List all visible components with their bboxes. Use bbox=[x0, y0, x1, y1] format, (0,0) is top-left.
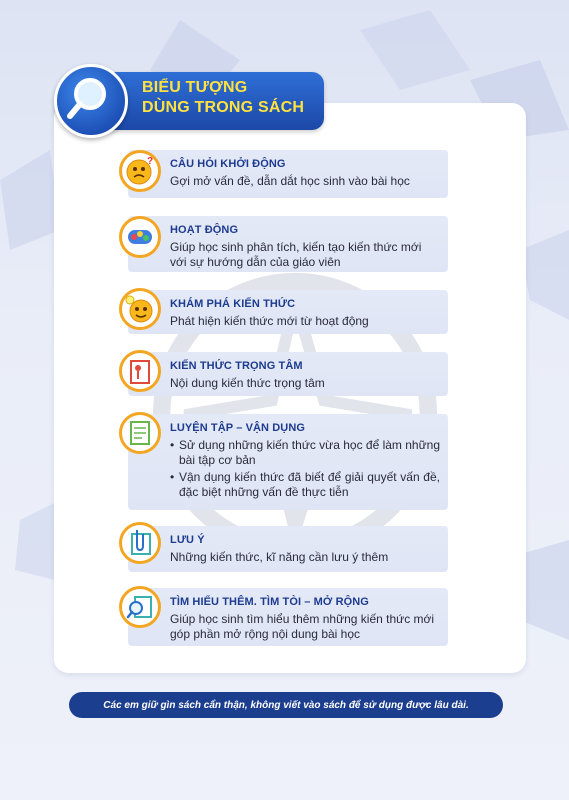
smiley-idea-icon bbox=[119, 288, 161, 330]
item-text: Gợi mở vấn đề, dẫn dắt học sinh vào bài học bbox=[170, 174, 410, 188]
item-text bbox=[170, 438, 440, 502]
page-title bbox=[142, 78, 322, 118]
footer-note: Các em giữ gìn sách cẩn thận, không viết vào sách để sử dụng được lâu dài. bbox=[69, 692, 503, 718]
title-line-2: DÙNG TRONG SÁCH bbox=[142, 99, 305, 116]
magnifier-icon bbox=[54, 64, 128, 138]
item-title: KHÁM PHÁ KIẾN THỨC bbox=[170, 298, 296, 310]
list-item bbox=[128, 216, 448, 272]
list-item bbox=[128, 352, 448, 396]
list-item bbox=[128, 526, 448, 572]
title-line-1: BIỂU TƯỢNG bbox=[142, 79, 248, 96]
book-magnifier-icon bbox=[119, 586, 161, 628]
practice-note-icon bbox=[119, 412, 161, 454]
item-title: HOẠT ĐỘNG bbox=[170, 224, 239, 236]
list-item bbox=[128, 414, 448, 510]
item-title: KIẾN THỨC TRỌNG TÂM bbox=[170, 360, 303, 372]
item-text: Giúp học sinh tìm hiểu thêm những kiến thức mới góp phần mở rộng nội dung bài học bbox=[170, 612, 435, 641]
item-title: TÌM HIỂU THÊM. TÌM TÒI – MỞ RỘNG bbox=[170, 596, 369, 608]
item-title: LƯU Ý bbox=[170, 534, 205, 546]
list-item bbox=[128, 150, 448, 198]
smiley-question-icon bbox=[119, 150, 161, 192]
paperclip-note-icon bbox=[119, 522, 161, 564]
item-text: Nội dung kiến thức trọng tâm bbox=[170, 376, 325, 390]
focus-note-icon bbox=[119, 350, 161, 392]
svg-text:?: ? bbox=[147, 156, 154, 167]
activity-icon bbox=[119, 216, 161, 258]
item-text: Giúp học sinh phân tích, kiến tạo kiến thức mới với sự hướng dẫn của giáo viên bbox=[170, 240, 422, 269]
bullet-item: • Sử dụng những kiến thức vừa học để làm những bài tập cơ bản bbox=[170, 438, 440, 468]
bullet-item: • Vận dụng kiến thức đã biết để giải quyết vấn đề, đặc biệt những vấn đề thực tiễn bbox=[170, 470, 440, 500]
list-item bbox=[128, 588, 448, 646]
item-title: LUYỆN TẬP – VẬN DỤNG bbox=[170, 422, 306, 434]
list-item bbox=[128, 290, 448, 334]
item-text: Những kiến thức, kĩ năng cần lưu ý thêm bbox=[170, 550, 389, 564]
item-text: Phát hiện kiến thức mới từ hoạt động bbox=[170, 314, 369, 328]
item-title: CÂU HỎI KHỞI ĐỘNG bbox=[170, 158, 286, 170]
